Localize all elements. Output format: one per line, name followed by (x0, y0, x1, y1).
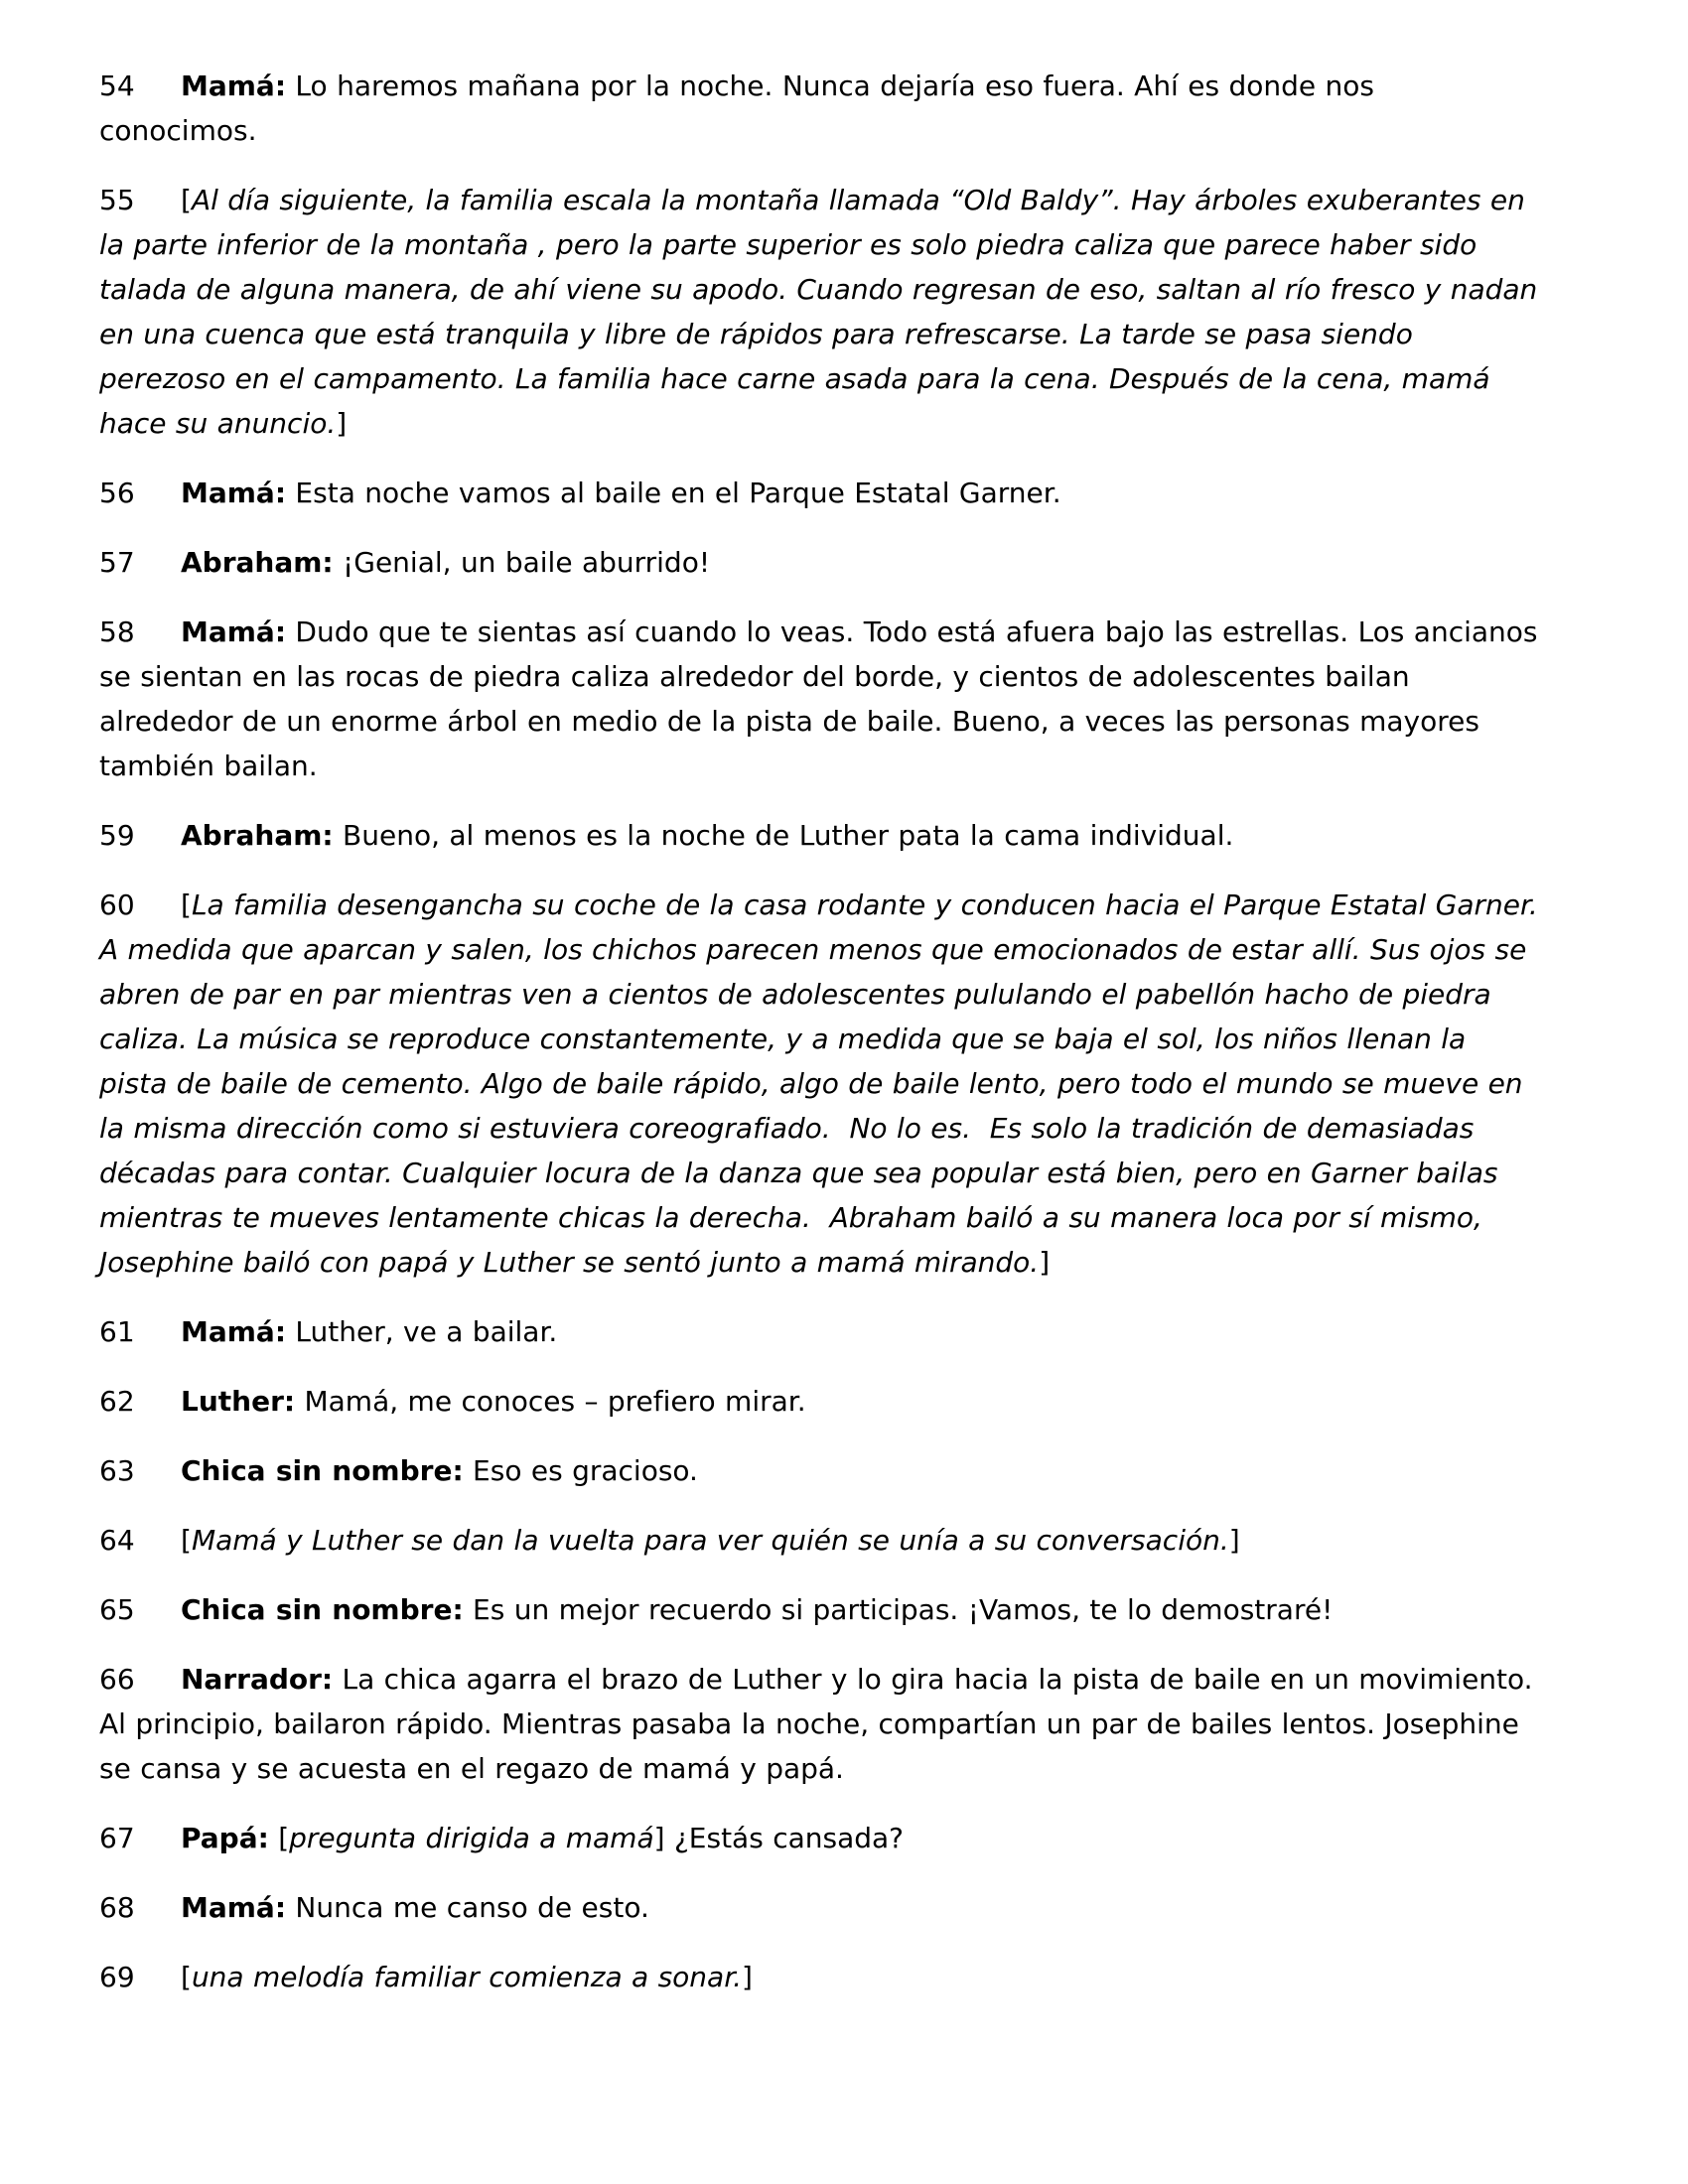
dialogue-text: Dudo que te sientas así cuando lo veas. Todo está afuera bajo las estrellas. Los ancianos se sientan en las rocas de piedra caliza alrededor del borde, y cientos de adolescentes bailan alrededor de un enorme árbol en medio de la pista de baile. Bueno, a veces las personas mayores también bailan. (99, 615, 1547, 782)
script-line (99, 1955, 1539, 1999)
dialogue-text: ¡Genial, un baile aburrido! (333, 546, 711, 579)
script-line (99, 178, 1547, 446)
speaker-label: Mamá: (181, 69, 287, 102)
script-line (99, 64, 1539, 153)
stage-direction-bracket: [ (181, 888, 192, 921)
speaker-label: Papá: (181, 1822, 269, 1854)
speaker-label: Luther: (181, 1385, 296, 1418)
script-line (99, 1379, 1539, 1424)
script-line (99, 1587, 1539, 1632)
stage-direction-text: La familia desengancha su coche de la casa rodante y conducen hacia el Parque Estatal Garner. A medida que aparcan y salen, los chichos parecen menos que emocionados de estar allí. Sus ojos se abren de par en par mientras ven a cientos de adolescentes pululando el pabellón hacho de piedra caliza. La música se reproduce constantemente, y a medida que se baja el sol, los niños llenan la pista de baile de cemento. Algo de baile rápido, algo de baile lento, pero todo el mundo se mueve en la misma dirección como si estuviera coreografiado. No lo es. Es solo la tradición de demasiadas décadas para contar. Cualquier locura de la danza que sea popular está bien, pero en Garner bailas mientras te mueves lentamente chicas la derecha. Abraham bailó a su manera loca por sí mismo, Josephine bailó con papá y Luther se sentó junto a mamá mirando. (99, 888, 1548, 1279)
dialogue-text: La chica agarra el brazo de Luther y lo gira hacia la pista de baile en un movimiento. Al principio, bailaron rápido. Mientras pasaba la noche, compartían un par de bailes lentos. Josephine se cansa y se acuesta en el regazo de mamá y papá. (99, 1663, 1542, 1785)
dialogue-text: Es un mejor recuerdo si participas. ¡Vamos, te lo demostraré! (463, 1593, 1334, 1626)
script-line (99, 540, 1539, 585)
line-number: 63 (99, 1454, 135, 1487)
dialogue-text: Eso es gracioso. (463, 1454, 698, 1487)
speaker-label: Mamá: (181, 1891, 287, 1924)
line-number: 54 (99, 69, 135, 102)
dialogue-text: ¿Estás cansada? (673, 1822, 905, 1854)
speaker-label: Chica sin nombre: (181, 1593, 464, 1626)
stage-direction-bracket: [ (268, 1822, 290, 1854)
line-number: 62 (99, 1385, 135, 1418)
script-line (99, 1816, 1539, 1860)
stage-direction-text: Mamá y Luther se dan la vuelta para ver quién se unía a su conversación. (191, 1524, 1229, 1557)
stage-direction-text: Al día siguiente, la familia escala la montaña llamada “Old Baldy”. Hay árboles exuberantes en la parte inferior de la montaña , pero la parte superior es solo piedra caliza que parece haber sido talada de alguna manera, de ahí viene su apodo. Cuando regresan de eso, saltan al río fresco y nadan en una cuenca que está tranquila y libre de rápidos para refrescarse. La tarde se pasa siendo perezoso en el campamento. La familia hace carne asada para la cena. Después de la cena, mamá hace su anuncio. (99, 184, 1547, 440)
line-number: 59 (99, 819, 135, 852)
line-number: 65 (99, 1593, 135, 1626)
stage-direction-bracket: ] (1039, 1246, 1051, 1279)
line-number: 60 (99, 888, 135, 921)
line-number: 57 (99, 546, 135, 579)
script-body (99, 64, 1548, 1999)
script-line (99, 471, 1539, 515)
stage-direction-bracket: [ (181, 1524, 192, 1557)
speaker-label: Abraham: (181, 546, 334, 579)
dialogue-text: Nunca me canso de esto. (286, 1891, 649, 1924)
speaker-label: Mamá: (181, 477, 287, 509)
script-line (99, 1657, 1542, 1791)
script-line (99, 1309, 1539, 1354)
stage-direction-bracket: ] (653, 1822, 674, 1854)
line-number: 67 (99, 1822, 135, 1854)
dialogue-text: Bueno, al menos es la noche de Luther pata la cama individual. (333, 819, 1234, 852)
line-number: 64 (99, 1524, 135, 1557)
line-number: 58 (99, 615, 135, 648)
dialogue-text: Mamá, me conoces – prefiero mirar. (295, 1385, 806, 1418)
script-line (99, 1518, 1539, 1563)
dialogue-text: Lo haremos mañana por la noche. Nunca dejaría eso fuera. Ahí es donde nos conocimos. (99, 69, 1384, 147)
stage-direction-bracket: ] (336, 407, 348, 440)
dialogue-text: Luther, ve a bailar. (286, 1315, 558, 1348)
line-number: 55 (99, 184, 135, 216)
line-number: 66 (99, 1663, 135, 1696)
line-number: 68 (99, 1891, 135, 1924)
speaker-label: Mamá: (181, 1315, 287, 1348)
speaker-label: Mamá: (181, 615, 287, 648)
stage-direction-text: una melodía familiar comienza a sonar. (191, 1961, 743, 1993)
script-line (99, 1448, 1539, 1493)
dialogue-text: Esta noche vamos al baile en el Parque Estatal Garner. (286, 477, 1061, 509)
stage-direction-text: pregunta dirigida a mamá (289, 1822, 654, 1854)
line-number: 61 (99, 1315, 135, 1348)
script-line (99, 883, 1548, 1285)
speaker-label: Chica sin nombre: (181, 1454, 464, 1487)
stage-direction-bracket: ] (1228, 1524, 1240, 1557)
speaker-label: Abraham: (181, 819, 334, 852)
script-line (99, 1885, 1539, 1930)
stage-direction-bracket: ] (742, 1961, 753, 1993)
stage-direction-bracket: [ (181, 184, 192, 216)
script-line (99, 813, 1539, 858)
speaker-label: Narrador: (181, 1663, 334, 1696)
line-number: 56 (99, 477, 135, 509)
line-number: 69 (99, 1961, 135, 1993)
stage-direction-bracket: [ (181, 1961, 192, 1993)
script-line (99, 610, 1547, 788)
